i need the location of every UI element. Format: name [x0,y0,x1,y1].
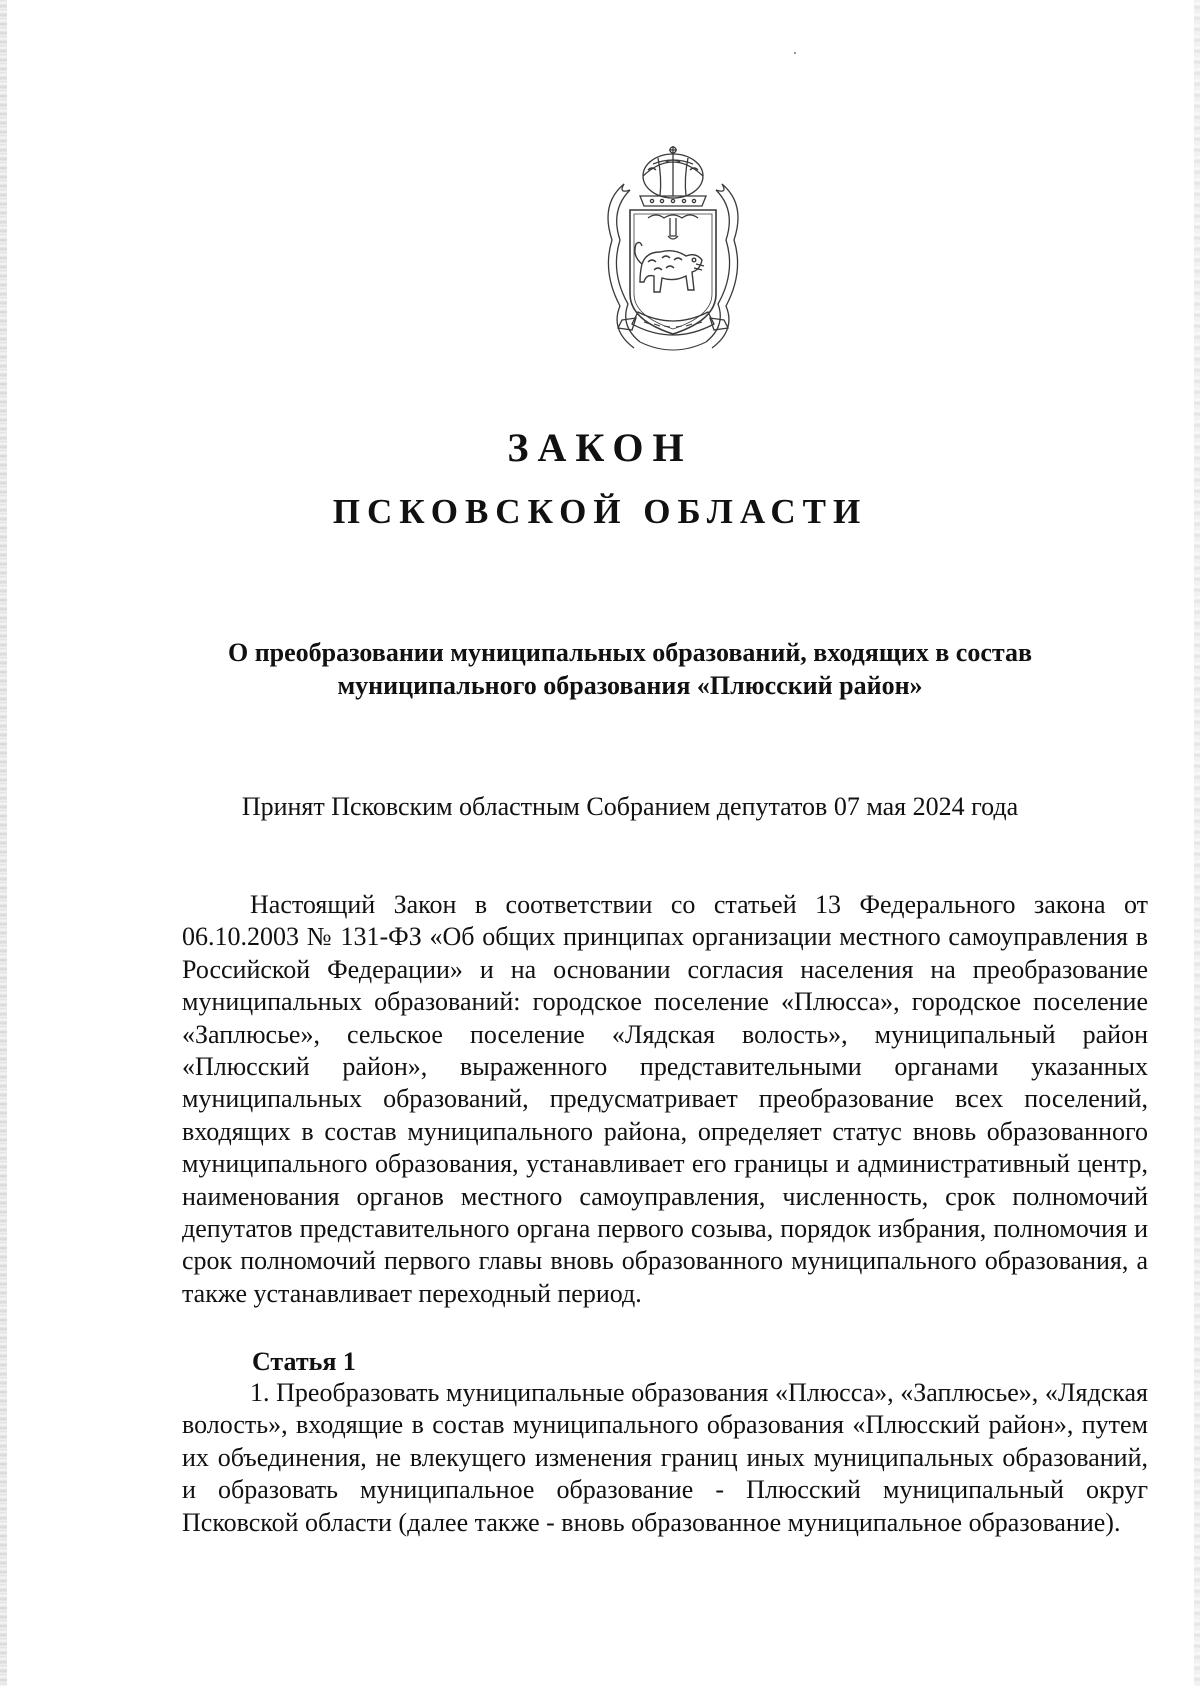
article-1-heading: Статья 1 [252,1347,356,1376]
article-1-paragraph-1: 1. Преобразовать муниципальные образования «Плюсса», «Заплюсье», «Лядская волость», входящие в состав муниципального образования «Плюсский район», путем их объединения, не влекущего изменения границ иных муниципальных образований, и образовать муниципальное образование - Плюсский муниципальный округ Псковской области (далее также - вновь образованное муниципальное образование). [182,1378,1148,1537]
leopard-icon [635,242,704,292]
crown-icon [640,146,706,206]
adoption-note: Принят Псковским областным Собранием депутатов 07 мая 2024 года [241,792,1019,821]
scan-edge-left [0,0,7,1686]
document-heading-law: ЗАКОН [507,425,693,470]
document-title: О преобразовании муниципальных образований, входящих в состав муниципального образования «Плюсский район» [227,638,1033,700]
scan-edge-right [1194,0,1200,1686]
preamble-paragraph: Настоящий Закон в соответствии со статьей 13 Федерального закона от 06.10.2003 № 131-ФЗ «Об общих принципах организации местного самоуправления в Российской Федерации» и на основании согласия населения на преобразование муниципальных образований: городское поселение «Плюсса», городское поселение «Заплюсье», сельское поселение «Лядская волость», муниципальный район «Плюсский район», выраженного представительными органами указанных муниципальных образований, предусматривает преобразование всех поселений, входящих в состав муниципального района, определяет статус вновь образованного муниципального образования, устанавливает его границы и административный центр, наименования органов местного самоуправления, численность, срок полномочий депутатов представительного органа первого созыва, порядок избрания, полномочия и срок полномочий первого главы вновь образованного муниципального образования, а также устанавливает переходный период. [182,890,1148,1308]
pskov-region-coat-of-arms-icon [582,144,764,366]
document-heading-region: ПСКОВСКОЙ ОБЛАСТИ [332,492,868,531]
scan-speck [794,52,796,54]
